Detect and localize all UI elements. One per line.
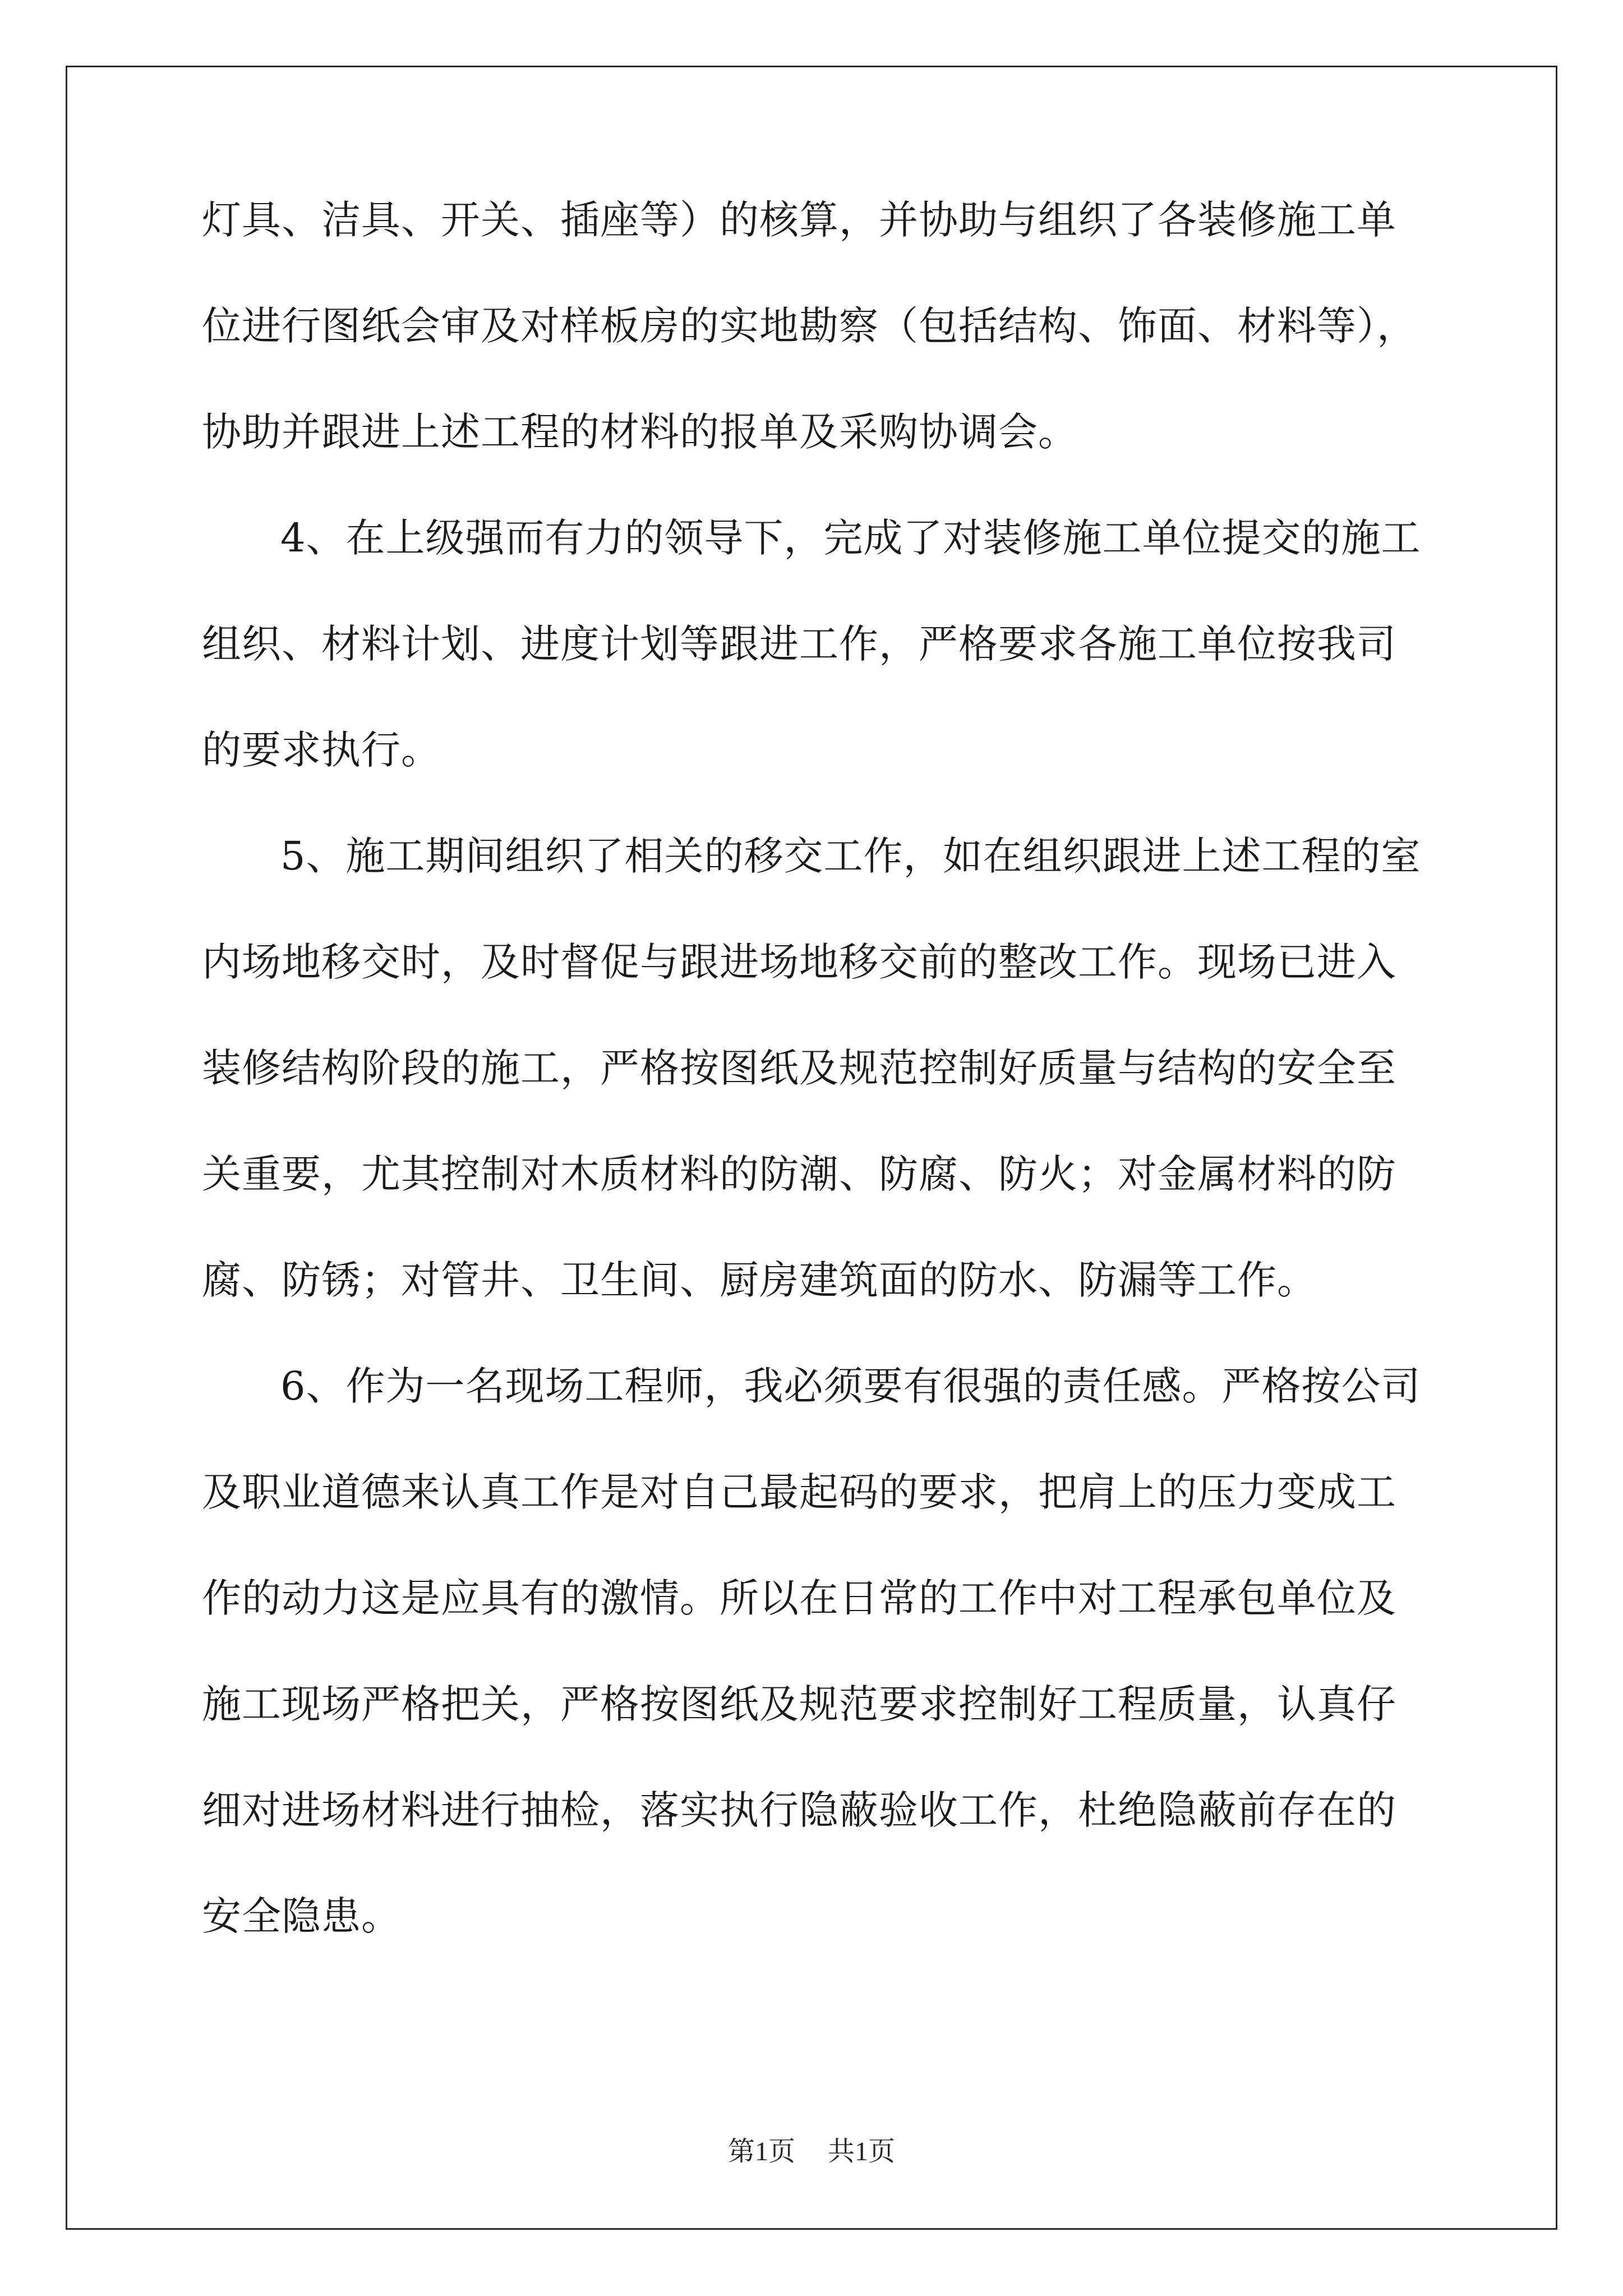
text-line: 及职业道德来认真工作是对自己最起码的要求，把肩上的压力变成工 xyxy=(202,1469,1396,1515)
paragraph-4-start: 4、在上级强而有力的领导下，完成了对装修施工单位提交的施工 xyxy=(280,515,1421,561)
paragraph-5-start: 5、施工期间组织了相关的移交工作，如在组织跟进上述工程的室 xyxy=(280,833,1421,879)
text-line: 施工现场严格把关，严格按图纸及规范要求控制好工程质量，认真仔 xyxy=(202,1681,1396,1727)
document-body xyxy=(202,197,1436,2002)
text-line: 的要求执行。 xyxy=(202,727,441,773)
page-number: 第1页 xyxy=(727,2137,795,2166)
text-line: 安全隐患。 xyxy=(202,1893,401,1939)
text-line: 作的动力这是应具有的激情。所以在日常的工作中对工程承包单位及 xyxy=(202,1575,1396,1621)
text-line: 内场地移交时，及时督促与跟进场地移交前的整改工作。现场已进入 xyxy=(202,939,1396,985)
text-line: 协助并跟进上述工程的材料的报单及采购协调会。 xyxy=(202,409,1078,455)
page-total: 共1页 xyxy=(828,2137,896,2166)
page-footer xyxy=(0,2137,1623,2166)
text-line: 组织、材料计划、进度计划等跟进工作，严格要求各施工单位按我司 xyxy=(202,621,1396,667)
text-line: 腐、防锈；对管井、卫生间、厨房建筑面的防水、防漏等工作。 xyxy=(202,1257,1317,1303)
text-line: 关重要，尤其控制对木质材料的防潮、防腐、防火；对金属材料的防 xyxy=(202,1151,1396,1197)
text-line: 细对进场材料进行抽检，落实执行隐蔽验收工作，杜绝隐蔽前存在的 xyxy=(202,1787,1396,1833)
paragraph-6-start: 6、作为一名现场工程师，我必须要有很强的责任感。严格按公司 xyxy=(280,1363,1421,1409)
text-line: 位进行图纸会审及对样板房的实地勘察（包括结构、饰面、材料等）， xyxy=(202,303,1417,349)
text-line: 灯具、洁具、开关、插座等）的核算，并协助与组织了各装修施工单 xyxy=(202,197,1396,243)
text-line: 装修结构阶段的施工，严格按图纸及规范控制好质量与结构的安全至 xyxy=(202,1045,1396,1091)
